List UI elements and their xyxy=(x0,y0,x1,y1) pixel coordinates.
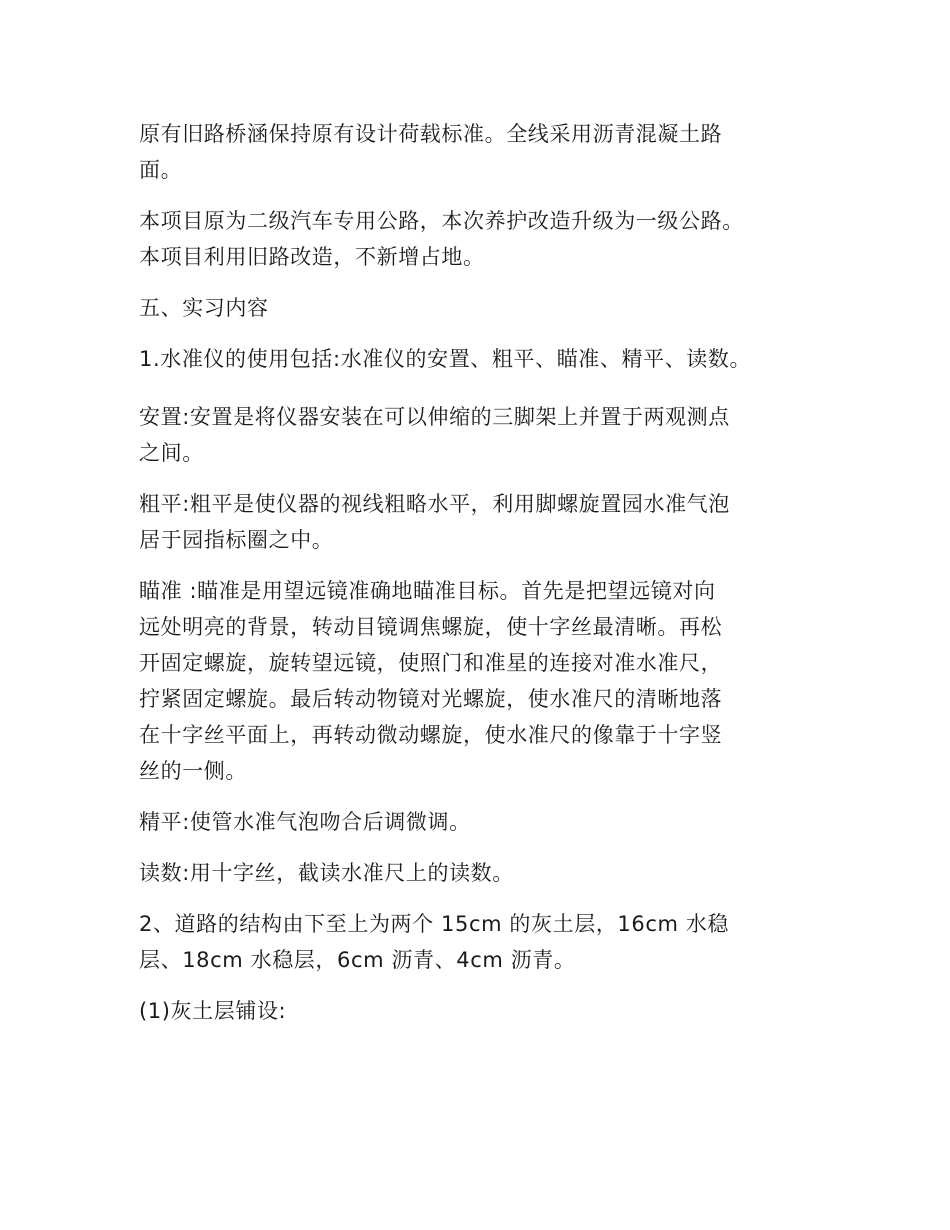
text-line: 丝的一侧。 xyxy=(139,759,247,783)
paragraph-project-overview xyxy=(139,203,829,275)
paragraph-setup xyxy=(139,399,829,471)
text-line: 开固定螺旋，旋转望远镜，使照门和准星的连接对准水准尺， xyxy=(139,651,723,675)
text-line: (1)灰土层铺设: xyxy=(139,999,287,1023)
text-line: 五、实习内容 xyxy=(139,296,269,320)
paragraph-leveling-usage xyxy=(139,341,829,377)
paragraph-aiming xyxy=(139,573,829,789)
paragraph-rough-leveling xyxy=(139,486,829,558)
text-line: 精平:使管水准气泡吻合后调微调。 xyxy=(139,810,471,834)
text-line: 在十字丝平面上，再转动微动螺旋，使水准尺的像靠于十字竖 xyxy=(139,723,723,747)
text-line: 居于园指标圈之中。 xyxy=(139,528,334,552)
text-line: 层、18cm 水稳层，6cm 沥青、4cm 沥青。 xyxy=(139,948,576,972)
text-line: 粗平:粗平是使仪器的视线粗略水平，利用脚螺旋置园水准气泡 xyxy=(139,492,730,516)
text-line: 读数:用十字丝，截读水准尺上的读数。 xyxy=(139,861,514,885)
paragraph-fine-leveling xyxy=(139,804,829,840)
text-line: 之间。 xyxy=(139,441,204,465)
text-line: 远处明亮的背景，转动目镜调焦螺旋，使十字丝最清晰。再松 xyxy=(139,615,723,639)
text-line: 原有旧路桥涵保持原有设计荷载标准。全线采用沥青混凝土路 xyxy=(139,122,723,146)
text-line: 安置:安置是将仪器安装在可以伸缩的三脚架上并置于两观测点 xyxy=(139,405,730,429)
paragraph-reading xyxy=(139,855,829,891)
text-line: 本项目原为二级汽车专用公路，本次养护改造升级为一级公路。 xyxy=(139,209,744,233)
text-line: 面。 xyxy=(139,158,183,182)
text-line: 瞄准 :瞄准是用望远镜准确地瞄准目标。首先是把望远镜对向 xyxy=(139,579,716,603)
text-line: 1.水准仪的使用包括:水准仪的安置、粗平、瞄准、精平、读数。 xyxy=(139,347,752,371)
text-line: 拧紧固定螺旋。最后转动物镜对光螺旋，使水准尺的清晰地落 xyxy=(139,687,723,711)
section-heading xyxy=(139,290,829,326)
paragraph-design-load xyxy=(139,116,829,188)
paragraph-road-structure xyxy=(139,906,829,978)
paragraph-lime-soil-layer xyxy=(139,993,829,1029)
text-line: 本项目利用旧路改造，不新增占地。 xyxy=(139,245,485,269)
document-page xyxy=(139,116,829,1044)
text-line: 2、道路的结构由下至上为两个 15cm 的灰土层，16cm 水稳 xyxy=(139,912,730,936)
